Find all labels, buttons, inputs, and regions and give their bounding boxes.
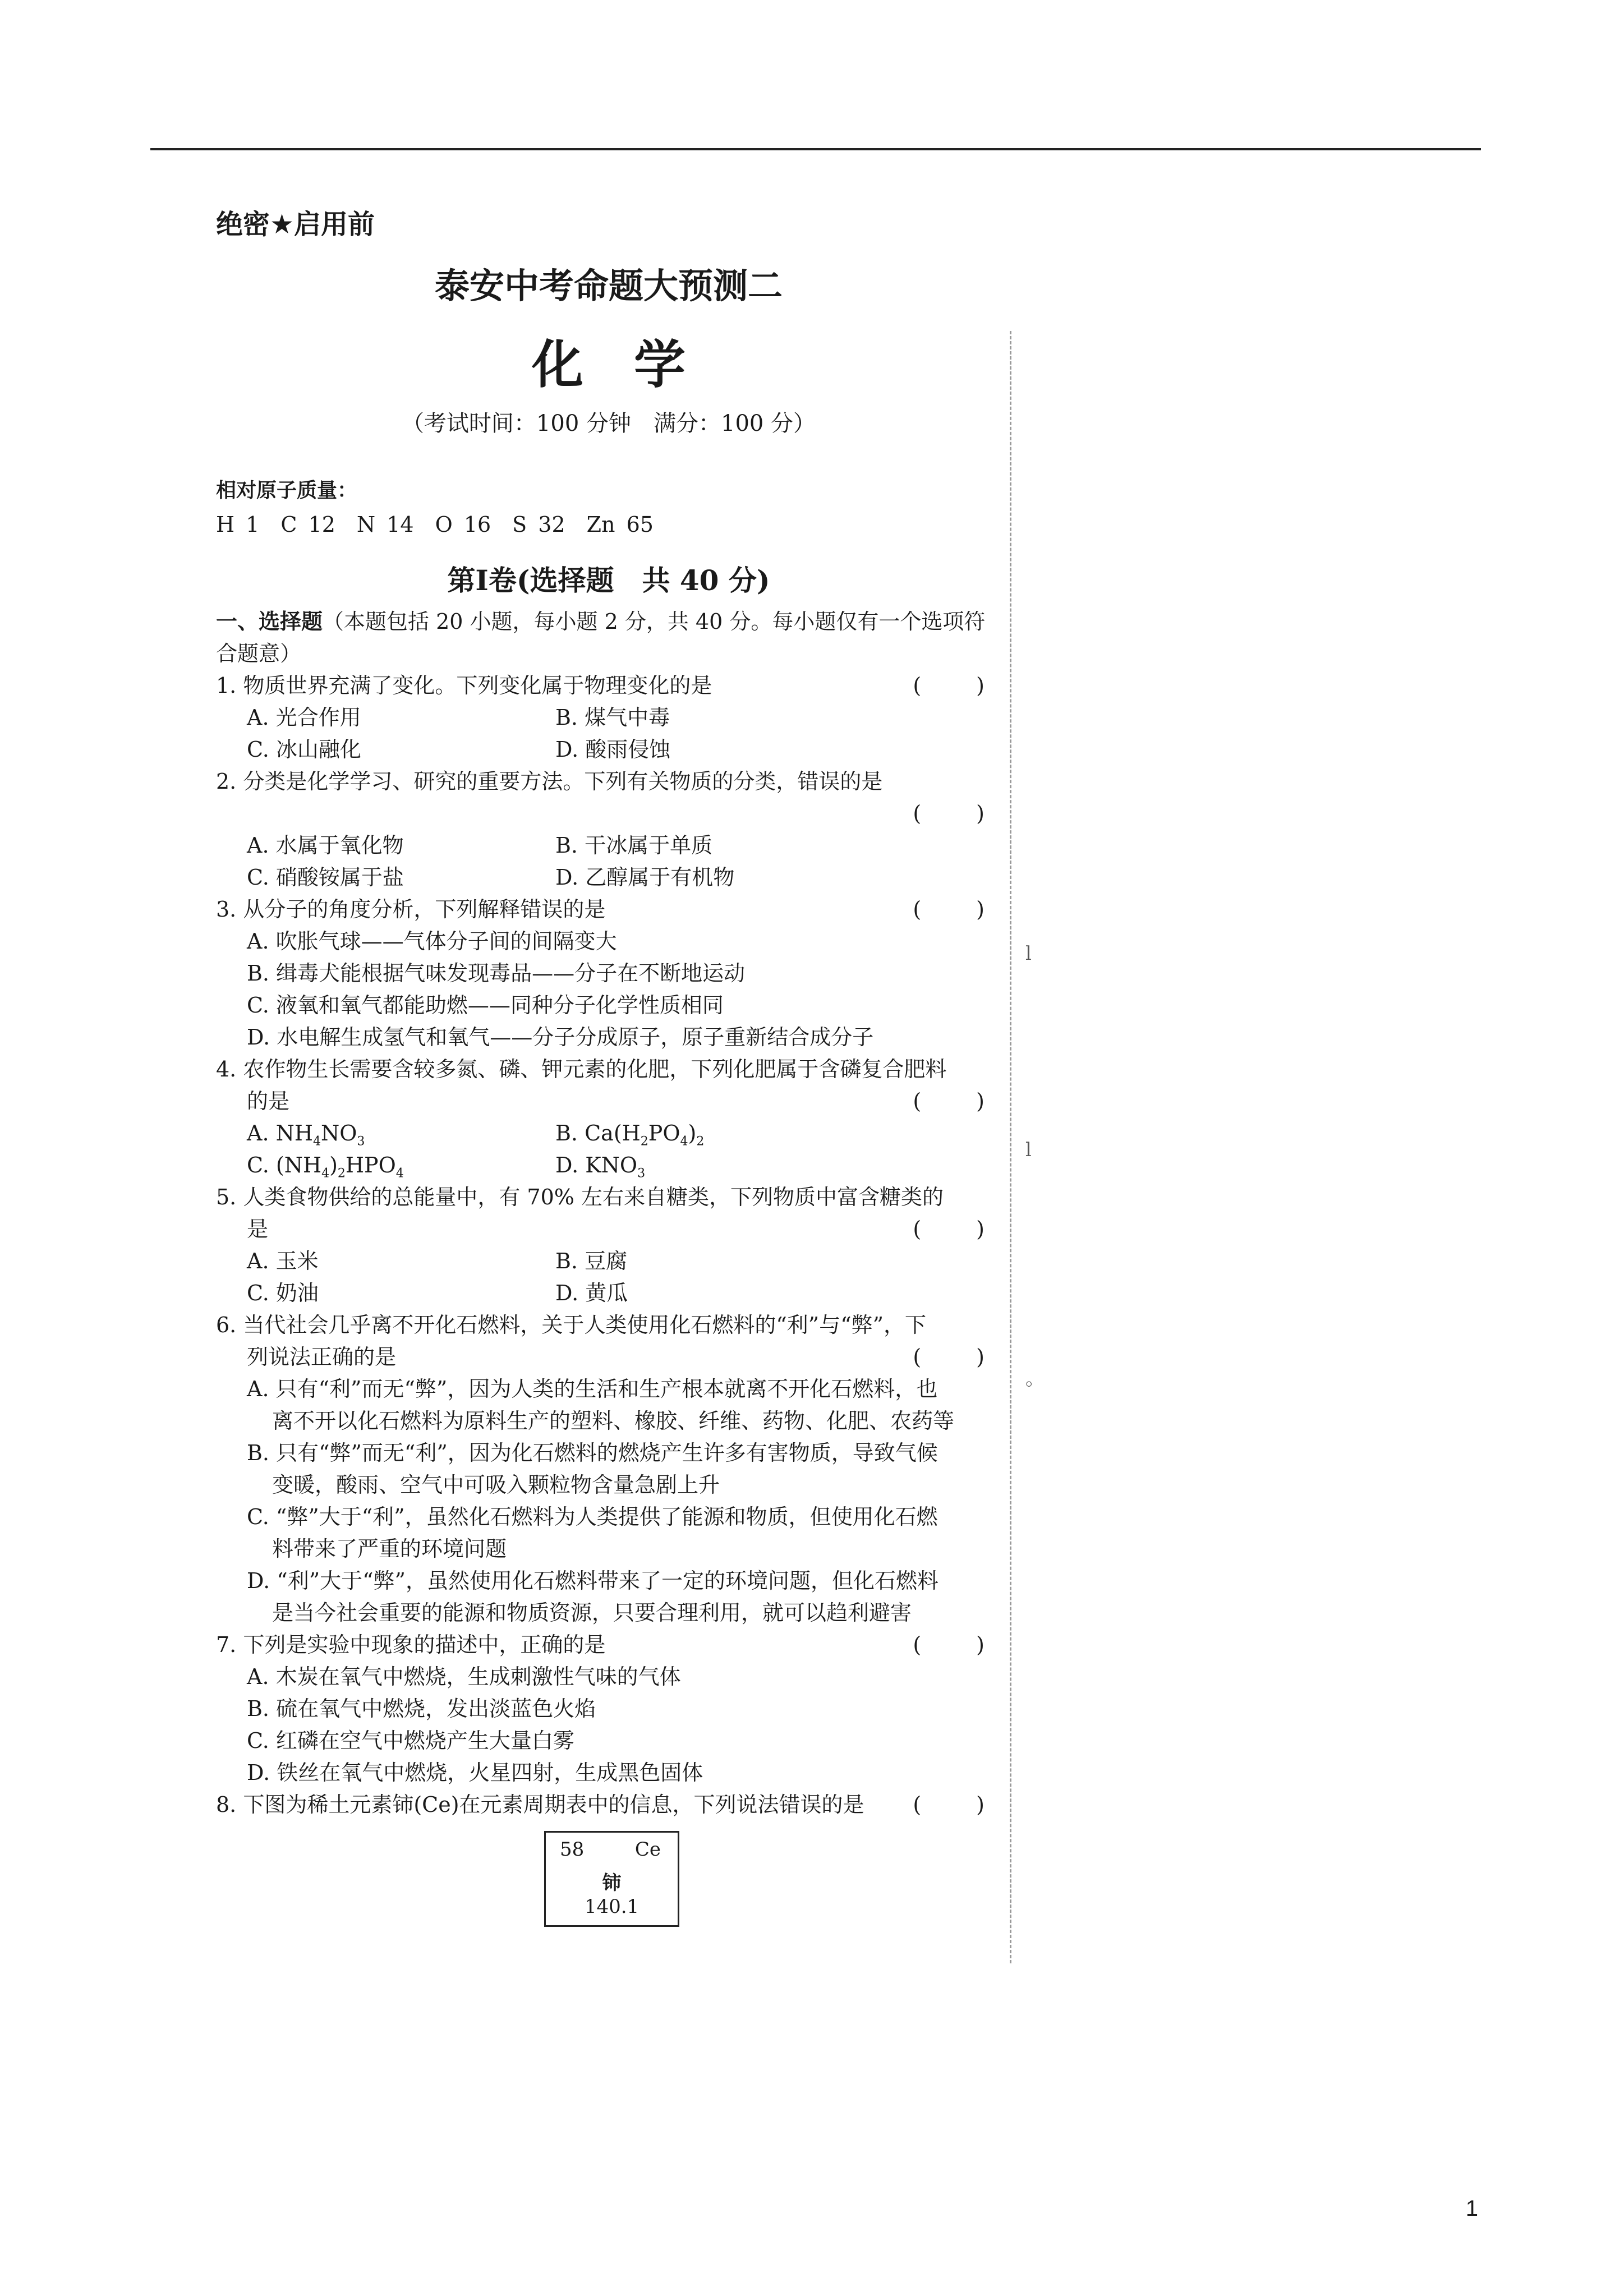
question-5-stem (216, 1181, 1001, 1213)
question-3-option-c: C. 液氧和氧气都能助燃——同种分子化学性质相同 (247, 993, 724, 1018)
question-3-option-b: B. 缉毒犬能根据气味发现毒品——分子在不断地运动 (247, 961, 746, 986)
question-6-option-d: D. “利”大于“弊”，虽然使用化石燃料带来了一定的环境问题，但化石燃料 (247, 1568, 938, 1593)
top-rule (150, 148, 1481, 150)
option-d: D. 黄瓜 (555, 1281, 628, 1305)
question-1-options-row1 (216, 702, 1001, 734)
question-text: 列说法正确的是 (247, 1345, 397, 1369)
relative-atomic-mass: 140.1 (584, 1895, 640, 1918)
margin-mark: 。 (1025, 1368, 1045, 1390)
question-5-options-row2 (216, 1277, 1001, 1309)
answer-blank: ( ) (913, 1217, 1001, 1241)
question-1-stem (216, 670, 1001, 702)
atomic-mass-title: 相对原子质量： (216, 479, 358, 502)
option-a: A. $NH_4NO_3$ (247, 1121, 365, 1149)
option-a: A. 光合作用 (247, 705, 361, 730)
option-d: D. $KNO_3$ (555, 1153, 646, 1181)
question-4-options-row1 (216, 1117, 1001, 1149)
question-3-stem (216, 894, 1001, 926)
question-4-stem (216, 1053, 1001, 1085)
question-6-option-a: A. 只有“利”而无“弊”，因为人类的生活和生产根本就离不开化石燃料，也 (247, 1377, 938, 1401)
question-text: 7. 下列是实验中现象的描述中，正确的是 (216, 1632, 606, 1657)
element-name: 铈 (602, 1872, 622, 1894)
option-c: C. $(NH_4)_2HPO_4$ (247, 1153, 404, 1181)
question-text: 4. 农作物生长需要含较多氮、磷、钾元素的化肥，下列化肥属于含磷复合肥料 (216, 1057, 947, 1082)
question-6-stem-cont (216, 1341, 1001, 1373)
confidential-label: 绝密★启用前 (216, 209, 375, 240)
question-6-option-d-cont: 是当今社会重要的能源和物质资源，只要合理利用，就可以趋利避害 (272, 1600, 912, 1625)
section-text: （本题包括 20 小题，每小题 2 分，共 40 分。每小题仅有一个选项符合题意） (216, 609, 986, 666)
section-lead: 一、选择题 (216, 609, 323, 634)
question-text: 5. 人类食物供给的总能量中，有 70% 左右来自糖类，下列物质中富含糖类的 (216, 1185, 944, 1209)
margin-mark: l (1025, 942, 1032, 965)
question-7-option-c: C. 红磷在空气中燃烧产生大量白雾 (247, 1728, 574, 1753)
exam-series-title: 泰安中考命题大预测二 (434, 265, 783, 306)
answer-blank: ( ) (913, 897, 1001, 922)
section-instructions (216, 606, 1001, 670)
question-2-blank-line (216, 798, 1001, 830)
option-b: B. 干冰属于单质 (555, 833, 713, 858)
question-text: 的是 (247, 1089, 290, 1114)
page-number: 1 (1465, 2196, 1478, 2221)
question-text: 3. 从分子的角度分析，下列解释错误的是 (216, 897, 606, 922)
binding-dashed-line (1010, 331, 1011, 1963)
question-6-stem (216, 1309, 1001, 1341)
option-b: B. $Ca(H_2PO_4)_2$ (555, 1121, 705, 1149)
question-2-stem (216, 766, 1001, 798)
option-d: D. 酸雨侵蚀 (555, 737, 671, 762)
question-7-stem (216, 1629, 1001, 1661)
question-6-option-c-cont: 料带来了严重的环境问题 (272, 1536, 507, 1561)
option-b: B. 煤气中毒 (555, 705, 670, 730)
option-c: C. 奶油 (247, 1281, 319, 1305)
question-6-option-a-cont: 离不开以化石燃料为原料生产的塑料、橡胶、纤维、药物、化肥、农药等 (272, 1409, 955, 1433)
part-one-heading: 第Ⅰ卷(选择题 共 40 分) (447, 564, 770, 597)
question-6-option-b: B. 只有“弊”而无“利”，因为化石燃料的燃烧产生许多有害物质，导致气候 (247, 1441, 938, 1465)
question-7-option-a: A. 木炭在氧气中燃烧，生成刺激性气味的气体 (247, 1664, 681, 1689)
option-a: A. 水属于氧化物 (247, 833, 404, 858)
question-7-option-d: D. 铁丝在氧气中燃烧，火星四射，生成黑色固体 (247, 1760, 703, 1785)
question-5-options-row1 (216, 1245, 1001, 1277)
answer-blank: ( ) (913, 1089, 1001, 1114)
option-a: A. 玉米 (247, 1249, 319, 1273)
question-2-options-row1 (216, 830, 1001, 862)
answer-blank: ( ) (913, 1345, 1001, 1369)
question-2-options-row2 (216, 862, 1001, 894)
question-text: 8. 下图为稀土元素铈(Ce)在元素周期表中的信息，下列说法错误的是 (216, 1792, 864, 1817)
option-d: D. 乙醇属于有机物 (555, 865, 735, 890)
subject-title: 化学 (531, 334, 736, 395)
question-6-option-b-cont: 变暖，酸雨、空气中可吸入颗粒物含量急剧上升 (272, 1473, 720, 1497)
answer-blank: ( ) (913, 1632, 1001, 1657)
question-text: 2. 分类是化学学习、研究的重要方法。下列有关物质的分类，错误的是 (216, 769, 883, 794)
atomic-number: 58 (560, 1838, 585, 1861)
element-symbol: Ce (634, 1838, 661, 1861)
question-text: 1. 物质世界充满了变化。下列变化属于物理变化的是 (216, 673, 712, 698)
question-8-stem (216, 1789, 1001, 1821)
question-1-options-row2 (216, 734, 1001, 766)
question-5-stem-cont (216, 1213, 1001, 1245)
question-3-option-d: D. 水电解生成氢气和氧气——分子分成原子，原子重新结合成分子 (247, 1025, 874, 1050)
option-c: C. 硝酸铵属于盐 (247, 865, 404, 890)
question-7-option-b: B. 硫在氧气中燃烧，发出淡蓝色火焰 (247, 1696, 596, 1721)
question-4-options-row2 (216, 1149, 1001, 1181)
answer-blank: ( ) (913, 673, 1001, 698)
option-c: C. 冰山融化 (247, 737, 361, 762)
question-4-stem-cont (216, 1085, 1001, 1117)
exam-time-score: （考试时间：100 分钟 满分：100 分） (401, 411, 816, 436)
atomic-mass-values: H 1 C 12 N 14 O 16 S 32 Zn 65 (216, 512, 654, 537)
question-text: 6. 当代社会几乎离不开化石燃料，关于人类使用化石燃料的“利”与“弊”，下 (216, 1313, 927, 1337)
exam-page-content (216, 202, 1001, 1927)
periodic-table-cell (544, 1831, 679, 1927)
question-text: 是 (247, 1217, 269, 1241)
margin-mark: l (1025, 1139, 1032, 1161)
answer-blank: ( ) (913, 1792, 1001, 1817)
answer-blank: ( ) (913, 801, 1001, 826)
option-b: B. 豆腐 (555, 1249, 628, 1273)
question-3-option-a: A. 吹胀气球——气体分子间的间隔变大 (247, 929, 617, 954)
question-6-option-c: C. “弊”大于“利”，虽然化石燃料为人类提供了能源和物质，但使用化石燃 (247, 1504, 938, 1529)
